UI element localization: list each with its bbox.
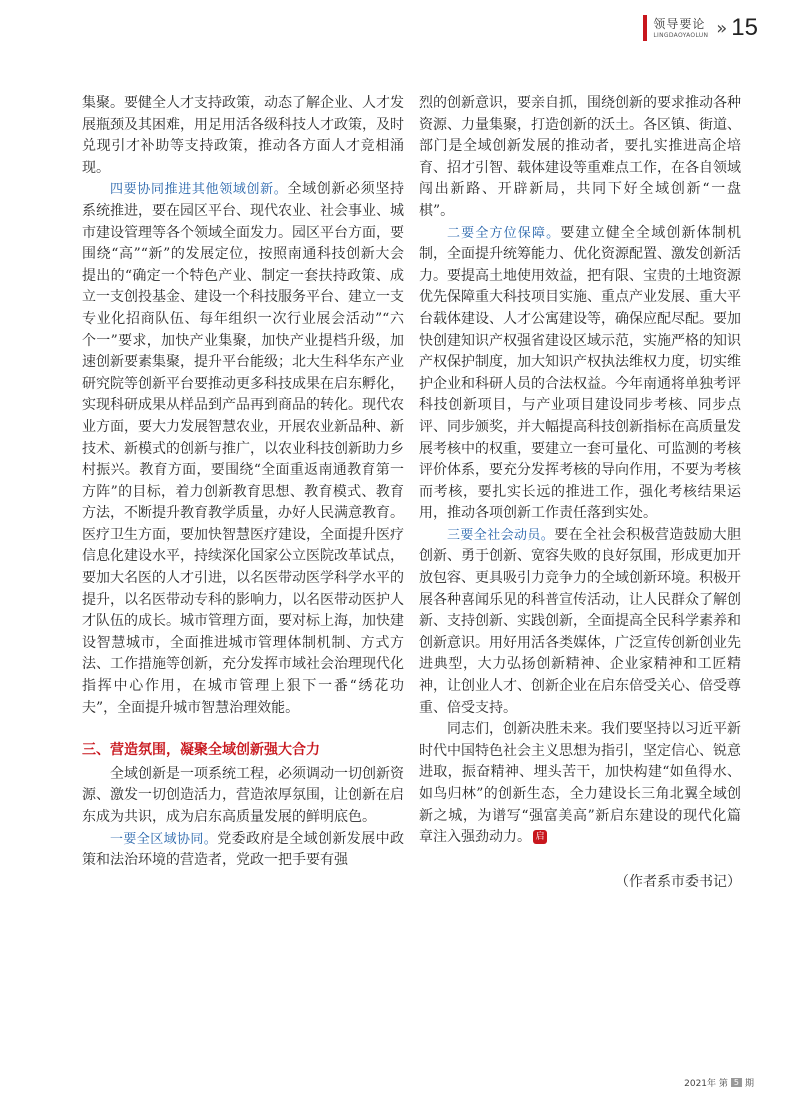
section-heading: 三、营造氛围，凝聚全域创新强大合力 [82,742,320,759]
footer-issue-number: 5 [731,1078,742,1087]
paragraph-body: 要建立健全全域创新体制机制，全面提升统筹能力、优化资源配置、激发创新活力。要提高土地使用效益，把有限、宝贵的土地资源优先保障重大科技项目实施、重点产业发展、重大平台载体建设、人才公寓建设等，确保应配尽配。要加快创建知识产权强省建设区域示范，实施严格的知识产权保护制度，加大知识产权执法维权力度，切实维护企业和科研人员的合法权益。今年南通将单独考评科技创新项目，与产业项目建设同步考核、同步点评、同步颁奖，并大幅提高科技创新指标在高质量发展考核中的权重，要建立一套可量化、可监测的考核评价体系，要充分发挥考核的导向作用，不要为考核而考核，要扎实长远的推进工作，强化考核结果运用，推动各项创新工作责任落到实处。 [419,224,741,522]
page-number: 15 [731,14,758,41]
paragraph-lead: 三要全社会动员。 [447,527,555,543]
paragraph [419,719,741,849]
page-header [643,14,758,42]
paragraph-body: 要在全社会积极营造鼓励大胆创新、勇于创新、宽容失败的良好氛围，形成更加开放包容、更具吸引力竞争力的全域创新环境。积极开展各种喜闻乐见的科普宣传活动，让人民群众了解创新、支持创新、实践创新，全面提高全民科学素养和创新意识。用好用活各类媒体，广泛宣传创新创业先进典型，大力弘扬创新精神、企业家精神和工匠精神，让创业人才、创新企业在启东倍受关心、倍受尊重、倍受支持。 [419,526,741,716]
paragraph [419,223,741,525]
paragraph: 集聚。要健全人才支持政策，动态了解企业、人才发展瓶颈及其困难，用足用活各级科技人才政策，及时兑现引才补助等支持政策，推动各方面人才竞相涌现。 [82,95,404,176]
section-title: 领导要论 [653,16,706,31]
header-accent-bar [643,15,647,41]
page-footer [684,1076,754,1089]
author-note: （作者系市委书记） [615,873,741,890]
paragraph-lead: 二要全方位保障。 [447,225,561,241]
footer-year: 2021年 第 [684,1079,728,1089]
paragraph [82,179,404,719]
chevron-icon: » [716,17,728,39]
paragraph-lead: 一要全区域协同。 [110,831,218,847]
paragraph: 全域创新是一项系统工程，必须调动一切创新资源、激发一切创造活力，营造浓厚氛围，让创新在启东成为共识，成为启东高质量发展的鲜明底色。 [82,765,404,825]
section-pinyin: LINGDAOYAOLUN [653,31,709,39]
end-seal-icon: 启 [533,830,547,844]
header-title-block [653,18,708,39]
footer-suffix: 期 [744,1079,754,1089]
left-column [82,93,404,872]
paragraph [82,829,404,872]
paragraph-body: 党委政府是全域创新发展中政策和法治环境的营造者，党政一把手要有强 [82,830,404,869]
right-column [419,93,741,893]
paragraph-lead: 四要协同推进其他领域创新。 [110,182,288,198]
paragraph-body: 全域创新必须坚持系统推进，要在园区平台、现代农业、社会事业、城市建设管理等各个领域全面发力。园区平台方面，要围绕“高”“新”的发展定位，按照南通科技创新大会提出的“确定一个特色产业、制定一套扶持政策、成立一支创投基金、建设一个科技服务平台、建立一支专业化招商队伍、每年组织一次行业展会活动”“六个一”要求，加快产业集聚，加快产业提档升级，加速创新要素集聚，提升平台能级；北大生科华东产业研究院等创新平台要推动更多科技成果在启东孵化，实现科研成果从样品到产品再到商品的转化。现代农业方面，要大力发展智慧农业，开展农业新品种、新技术、新模式的创新与推广，以农业科技创新助力乡村振兴。教育方面，要围绕“全面重返南通教育第一方阵”的目标，着力创新教育思想、教育模式、教育方法，不断提升教育教学质量，办好人民满意教育。医疗卫生方面，要加快智慧医疗建设，全面提升医疗信息化建设水平，持续深化国家公立医院改革试点，要加大名医的人才引进，以名医带动医学科学水平的提升，以名医带动专科的影响力，以名医带动医护人才队伍的成长。城市管理方面，要对标上海，加快建设智慧城市，全面推进城市管理体制机制、方式方法、工作措施等创新，充分发挥市域社会治理现代化指挥中心作用，在城市管理上狠下一番“绣花功夫”，全面提升城市智慧治理效能。 [82,181,404,716]
paragraph [419,525,741,719]
paragraph-body: 同志们，创新决胜未来。我们要坚持以习近平新时代中国特色社会主义思想为指引，坚定信心、锐意进取，振奋精神、埋头苦干，加快构建“如鱼得水、如鸟归林”的创新生态，全力建设长三角北翼全域创新之城，为谱写“强富美高”新启东建设的现代化篇章注入强劲动力。 [419,721,741,846]
paragraph: 烈的创新意识，要亲自抓，围绕创新的要求推动各种资源、力量集聚，打造创新的沃土。各区镇、街道、部门是全域创新发展的推动者，要扎实推进高企培育、招才引智、载体建设等重难点工作，在各自领域闯出新路、开辟新局，共同下好全域创新“一盘棋”。 [419,95,741,219]
